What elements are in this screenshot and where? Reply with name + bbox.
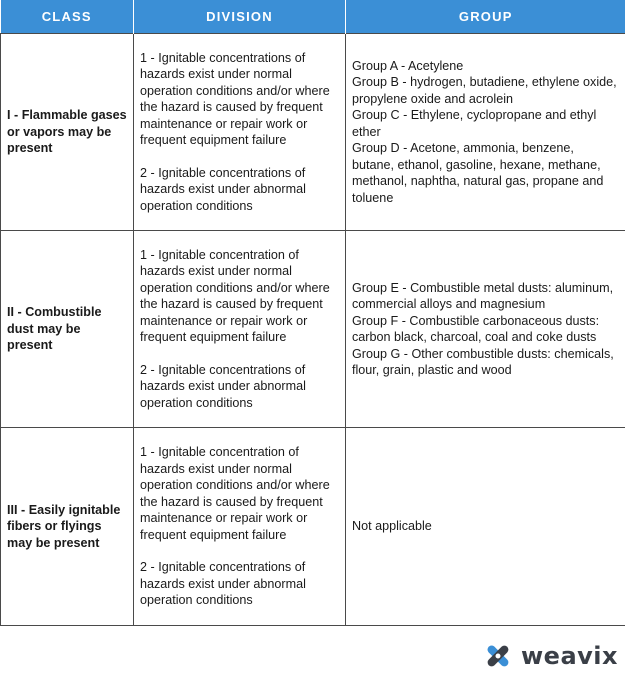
header-division: DIVISION: [134, 0, 346, 34]
division-cell: [134, 231, 346, 428]
class-cell: II - Combustible dust may be present: [1, 231, 134, 428]
group-item: Group B - hydrogen, butadiene, ethylene oxide, propylene oxide and acrolein: [352, 75, 617, 106]
header-group: GROUP: [346, 0, 625, 34]
division-2-text: 2 - Ignitable concentrations of hazards exist under abnormal operation conditions: [140, 362, 306, 410]
division-2-text: 2 - Ignitable concentrations of hazards exist under abnormal operation conditions: [140, 560, 306, 608]
division-cell: [134, 34, 346, 231]
division-1-text: 1 - Ignitable concentration of hazards exist under normal operation conditions and/or where the hazard is caused by frequent maintenance or repair work or frequent equipment failure: [140, 445, 330, 542]
group-item: Group F - Combustible carbonaceous dusts: carbon black, charcoal, coal and coke dusts: [352, 313, 600, 344]
group-item: Group E - Combustible metal dusts: aluminum, commercial alloys and magnesium: [352, 280, 614, 311]
weavix-logo: [481, 638, 618, 674]
table-row: [1, 34, 625, 231]
group-item: Not applicable: [352, 519, 432, 534]
division-1-text: 1 - Ignitable concentration of hazards exist under normal operation conditions and/or where the hazard is caused by frequent maintenance or repair work or frequent equipment failure: [140, 247, 330, 345]
class-cell: I - Flammable gases or vapors may be present: [1, 34, 134, 231]
group-cell: [346, 231, 625, 428]
class-cell: III - Easily ignitable fibers or flyings may be present: [1, 428, 134, 626]
group-item: Group G - Other combustible dusts: chemicals, flour, grain, plastic and wood: [352, 346, 614, 377]
group-item: Group D - Acetone, ammonia, benzene, butane, ethanol, gasoline, hexane, methane, methanol, naphtha, natural gas, propane and toluene: [352, 141, 604, 205]
division-2-text: 2 - Ignitable concentrations of hazards exist under abnormal operation conditions: [140, 165, 306, 213]
logo-text: weavix: [521, 642, 618, 670]
group-cell: [346, 428, 625, 626]
table-row: [1, 428, 625, 626]
division-1-text: 1 - Ignitable concentrations of hazards exist under normal operation conditions and/or where the hazard is caused by frequent maintenance or repair work or frequent equipment failure: [140, 50, 330, 148]
division-cell: [134, 428, 346, 626]
weavix-logo-icon: [481, 639, 515, 673]
table-header-row: [1, 0, 625, 34]
table-row: [1, 231, 625, 428]
group-item: Group C - Ethylene, cyclopropane and ethyl ether: [352, 108, 597, 139]
header-class: CLASS: [1, 0, 134, 34]
group-item: Group A - Acetylene: [352, 58, 464, 73]
group-cell: [346, 34, 625, 231]
